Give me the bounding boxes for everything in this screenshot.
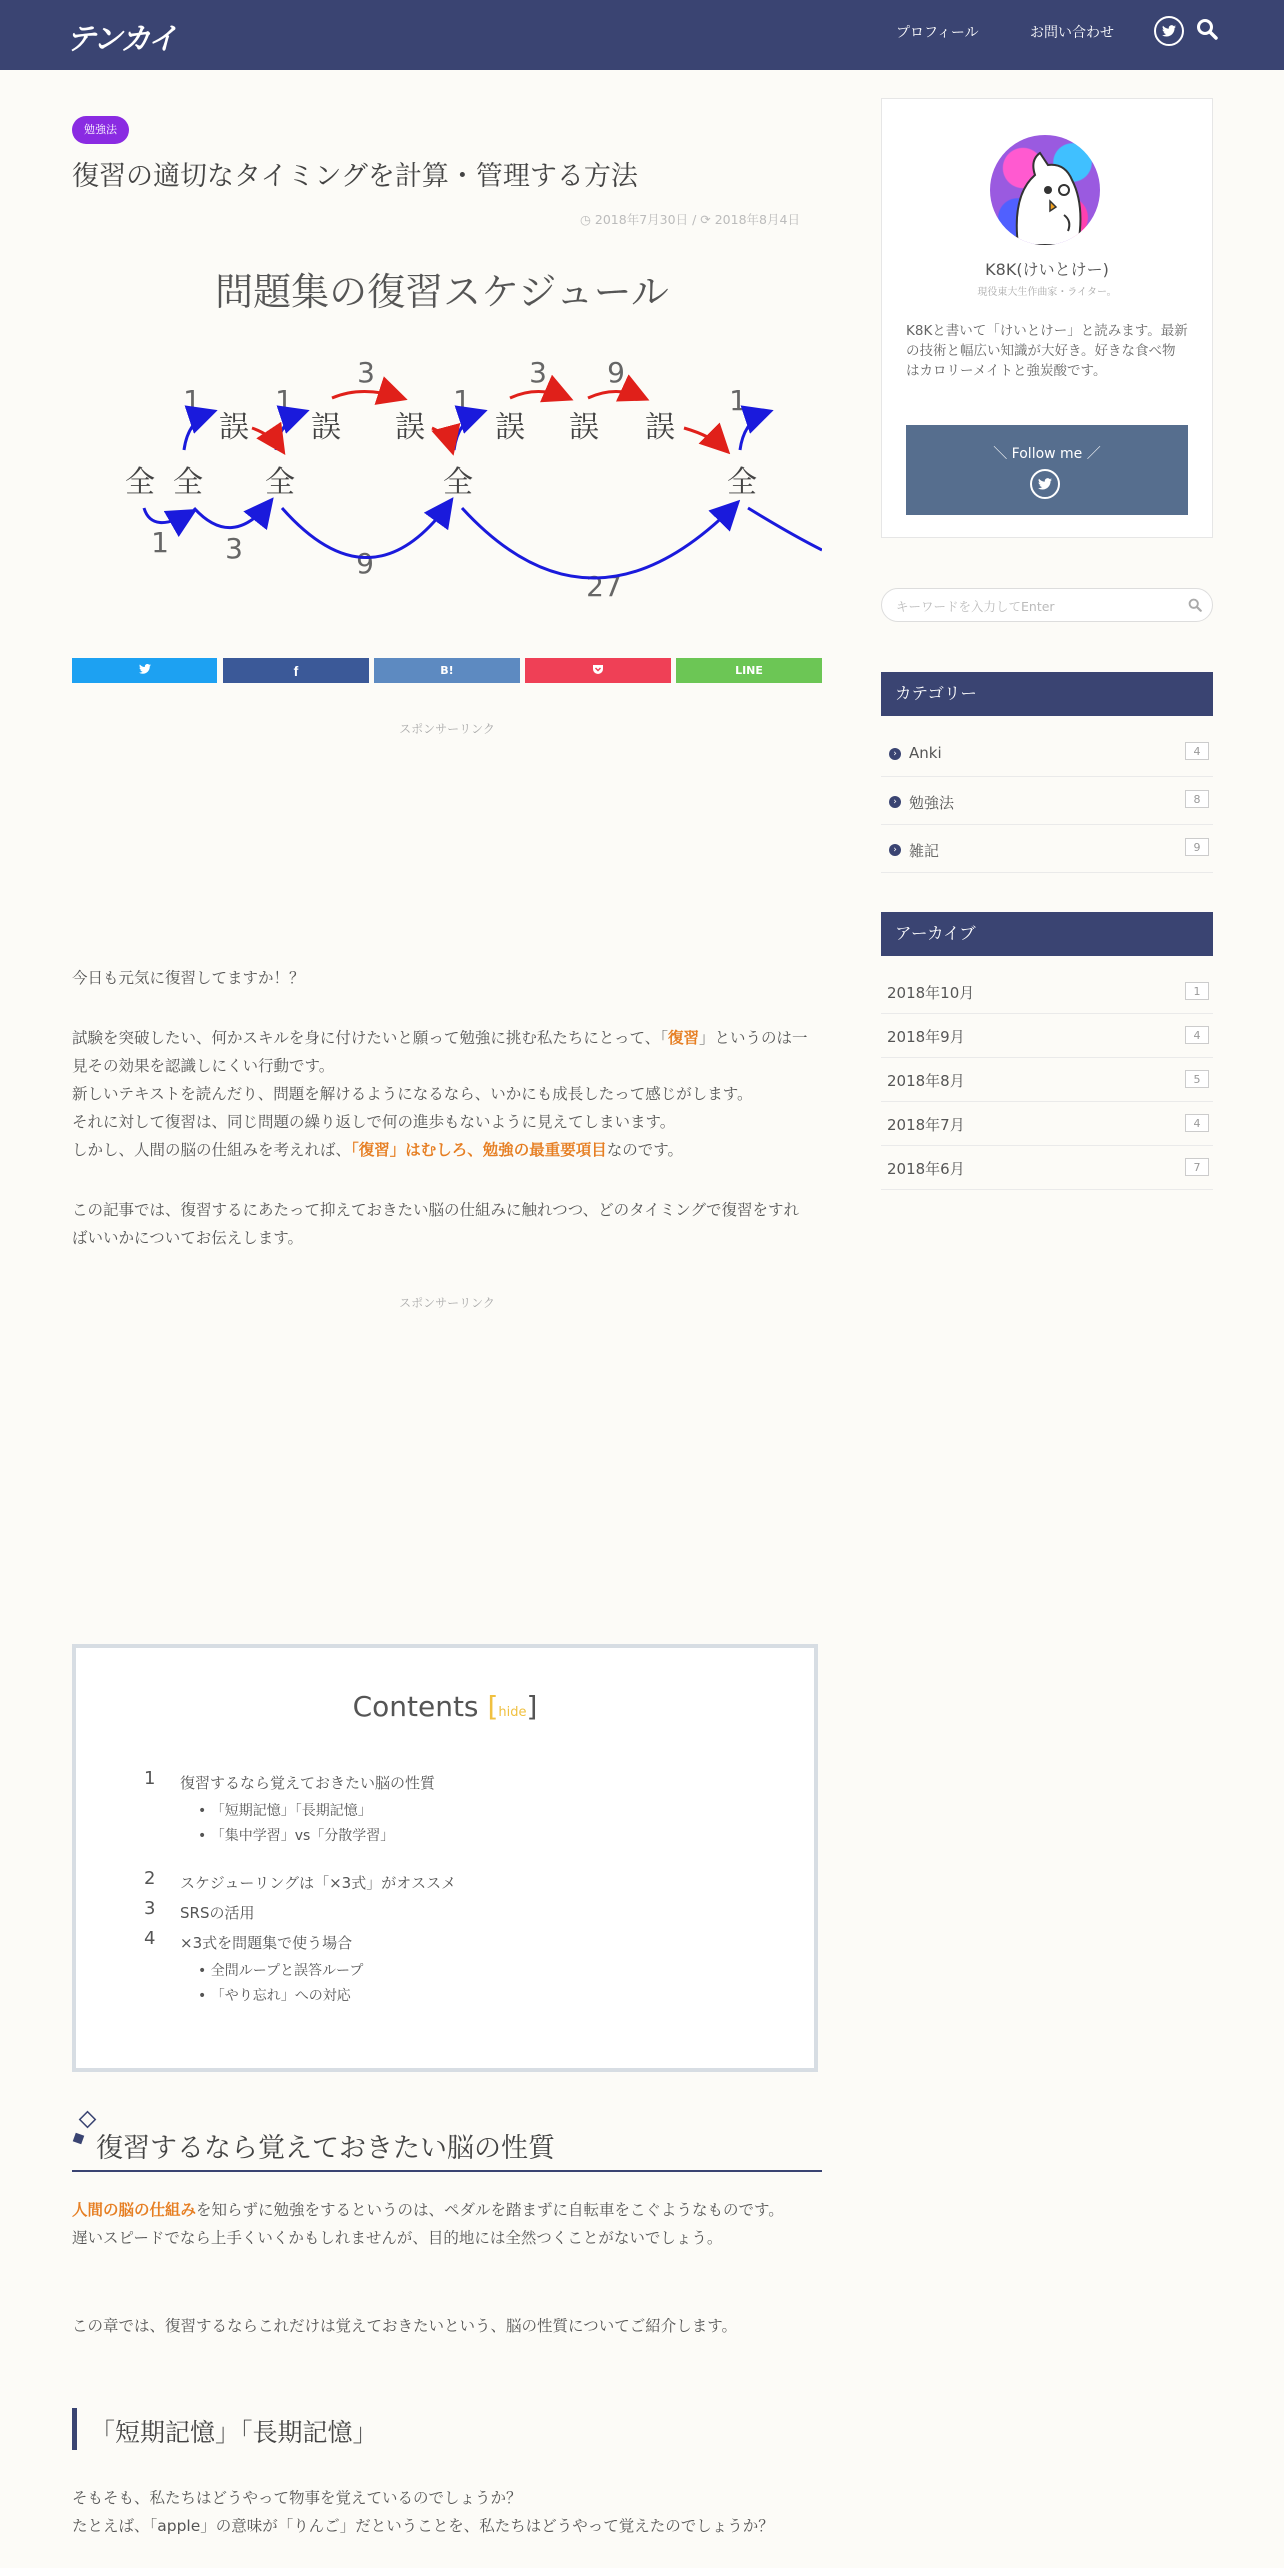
all-label: 全 <box>727 465 757 500</box>
share-hatena-button[interactable] <box>374 658 520 683</box>
twitter-icon <box>139 664 151 677</box>
chevron-right-icon: › <box>889 748 901 760</box>
toc-item[interactable]: 復習するなら覚えておきたい脳の性質 <box>180 1774 436 1792</box>
toc-item[interactable]: ×3式を問題集で使う場合 <box>180 1934 353 1952</box>
all-label: 全 <box>265 465 295 500</box>
archive-item[interactable]: 2018年9月 4 <box>881 1014 1213 1058</box>
toc-title: Contents [hide] <box>352 1690 538 1723</box>
updated-date: 2018年8月4日 <box>714 212 800 227</box>
archive-item[interactable]: 2018年6月 7 <box>881 1146 1213 1190</box>
toc-number: 1 <box>144 1768 156 1789</box>
search-icon[interactable] <box>1188 597 1202 616</box>
toc-subitem[interactable]: • 「やり忘れ」への対応 <box>198 1988 351 2004</box>
category-item[interactable]: › 勉強法 8 <box>881 778 1213 825</box>
archive-item[interactable]: 2018年8月 5 <box>881 1058 1213 1102</box>
search-icon[interactable] <box>1196 18 1220 42</box>
count-badge: 1 <box>1185 982 1209 1000</box>
toc-subitem[interactable]: • 全問ループと誤答ループ <box>198 1963 364 1979</box>
interval-number: 1 <box>729 384 747 417</box>
follow-label: ＼ Follow me ／ <box>993 446 1101 462</box>
interval-number: 1 <box>275 384 293 417</box>
interval-number: 9 <box>356 547 374 580</box>
article-dates <box>580 210 800 228</box>
nav-profile[interactable]: プロフィール <box>896 25 979 41</box>
date-separator: / <box>692 212 697 227</box>
count-badge: 4 <box>1185 742 1209 760</box>
highlight-text: 「復習」はむしろ、勉強の最重要項目 <box>351 1141 607 1159</box>
clock-icon: ◷ <box>580 212 591 227</box>
search-input[interactable] <box>894 595 1168 617</box>
chevron-right-icon: › <box>889 796 901 808</box>
twitter-icon[interactable] <box>1030 469 1060 499</box>
article-title: 復習の適切なタイミングを計算・管理する方法 <box>72 161 638 192</box>
interval-number: 3 <box>225 532 243 565</box>
sponsor-label: スポンサーリンク <box>399 1296 495 1310</box>
all-label: 全 <box>125 465 155 500</box>
highlight-text: 復習 <box>667 1029 699 1047</box>
archive-item[interactable]: 2018年10月 1 <box>881 970 1213 1014</box>
published-date: 2018年7月30日 <box>594 212 689 227</box>
wrong-label: 誤 <box>495 410 525 445</box>
toc-subitem[interactable]: • 「集中学習」vs「分散学習」 <box>198 1828 395 1844</box>
share-twitter-button[interactable] <box>72 658 217 683</box>
category-tag[interactable]: 勉強法 <box>72 116 129 144</box>
site-logo[interactable]: テンカイ <box>66 22 176 57</box>
pocket-icon <box>592 663 604 678</box>
interval-number: 3 <box>529 356 547 389</box>
highlight-text: 人間の脳の仕組み <box>72 2201 197 2219</box>
section-paragraph: そもそも、私たちはどうやって物事を覚えているのでしょうか？ たとえば、「apple」の意味が「りんご」だということを、私たちはどうやって覚えたのでしょうか？ <box>72 2489 774 2535</box>
share-facebook-button[interactable] <box>223 658 369 683</box>
toc-number: 4 <box>144 1928 156 1949</box>
interval-number: 9 <box>607 356 625 389</box>
archive-heading: アーカイブ <box>881 912 1213 956</box>
sponsor-label: スポンサーリンク <box>399 722 495 736</box>
wrong-label: 誤 <box>219 410 249 445</box>
interval-number: 1 <box>151 526 169 559</box>
table-of-contents <box>72 1644 818 2072</box>
all-label: 全 <box>173 465 203 500</box>
interval-number: 1 <box>183 384 201 417</box>
category-item[interactable]: › 雑記 9 <box>881 826 1213 873</box>
toc-item[interactable]: SRSの活用 <box>180 1904 255 1922</box>
interval-number: 1 <box>453 384 471 417</box>
line-icon: LINE <box>735 664 763 677</box>
nav-contact[interactable]: お問い合わせ <box>1030 25 1114 41</box>
profile-description: K8Kと書いて「けいとけー」と読みます。最新の技術と幅広い知識が大好き。好きな食べ物はカロリーメイトと強炭酸です。 <box>906 323 1188 379</box>
share-pocket-button[interactable] <box>525 658 671 683</box>
section-paragraph: この章では、復習するならこれだけは覚えておきたいという、脳の性質についてご紹介します。 <box>72 2317 737 2335</box>
interval-number: 27 <box>586 570 622 603</box>
wrong-label: 誤 <box>569 410 599 445</box>
count-badge: 4 <box>1185 1026 1209 1044</box>
sidebar-search <box>881 588 1213 622</box>
avatar[interactable] <box>990 135 1100 245</box>
count-badge: 9 <box>1185 838 1209 856</box>
twitter-icon[interactable] <box>1154 16 1184 46</box>
subheading: 「短期記憶」「長期記憶」 <box>90 2418 378 2447</box>
hatena-icon: B! <box>440 664 454 677</box>
review-schedule-figure <box>72 250 822 620</box>
figure-title: 問題集の復習スケジュール <box>215 270 669 314</box>
paragraph-2: この記事では、復習するにあたって抑えておきたい脳の仕組みに触れつつ、どのタイミングで復習をすればいいかについてお伝えします。 <box>72 1201 799 1247</box>
chevron-right-icon: › <box>889 844 901 856</box>
count-badge: 7 <box>1185 1158 1209 1176</box>
toc-hide-toggle[interactable]: hide <box>498 1705 527 1720</box>
refresh-icon: ⟳ <box>700 212 711 227</box>
interval-number: 3 <box>357 356 375 389</box>
wrong-label: 誤 <box>645 410 675 445</box>
section-heading: 復習するなら覚えておきたい脳の性質 <box>96 2133 555 2164</box>
profile-subtitle: 現役東大生作曲家・ライター。 <box>977 287 1117 298</box>
follow-me-box[interactable] <box>906 425 1188 515</box>
count-badge: 8 <box>1185 790 1209 808</box>
intro-paragraph: 今日も元気に復習してますか！？ <box>72 969 305 987</box>
all-label: 全 <box>443 465 473 500</box>
toc-item[interactable]: スケジューリングは「×3式」がオススメ <box>180 1874 457 1892</box>
paragraph-1: 試験を突破したい、何かスキルを身に付けたいと願って勉強に挑む私たちにとって、「復習」というのは一見その効果を認識しにくい行動です。 新しいテキストを読んだり、問題を解けるようになるなら、いかにも成長したって感じがします。 それに対して復習は、同じ問題の繰り返しで何の進歩もないように見えてしまいます。 しかし、人間の脳の仕組みを考えれば、「復習」はむしろ、勉強の最重要項目なのです。 <box>72 1029 808 1159</box>
count-badge: 5 <box>1185 1070 1209 1088</box>
toc-number: 3 <box>144 1898 156 1919</box>
category-item[interactable]: › Anki 4 <box>881 730 1213 777</box>
wrong-label: 誤 <box>395 410 425 445</box>
heading-underline <box>72 2170 822 2172</box>
toc-number: 2 <box>144 1868 156 1889</box>
count-badge: 4 <box>1185 1114 1209 1132</box>
wrong-label: 誤 <box>311 410 341 445</box>
facebook-icon: f <box>293 662 299 679</box>
categories-heading: カテゴリー <box>881 672 1213 716</box>
section-paragraph: 人間の脳の仕組みを知らずに勉強をするというのは、ペダルを踏まずに自転車をこぐようなものです。 遅いスピードでなら上手くいくかもしれませんが、目的地には全然つくことがないでしょう。 <box>72 2201 784 2247</box>
profile-card <box>881 98 1213 538</box>
share-line-button[interactable] <box>676 658 822 683</box>
subheading-bar <box>72 2408 77 2450</box>
profile-name[interactable]: K8K(けいとけー) <box>985 260 1109 279</box>
toc-subitem[interactable]: • 「短期記憶」「長期記憶」 <box>198 1803 372 1819</box>
archive-item[interactable]: 2018年7月 4 <box>881 1102 1213 1146</box>
